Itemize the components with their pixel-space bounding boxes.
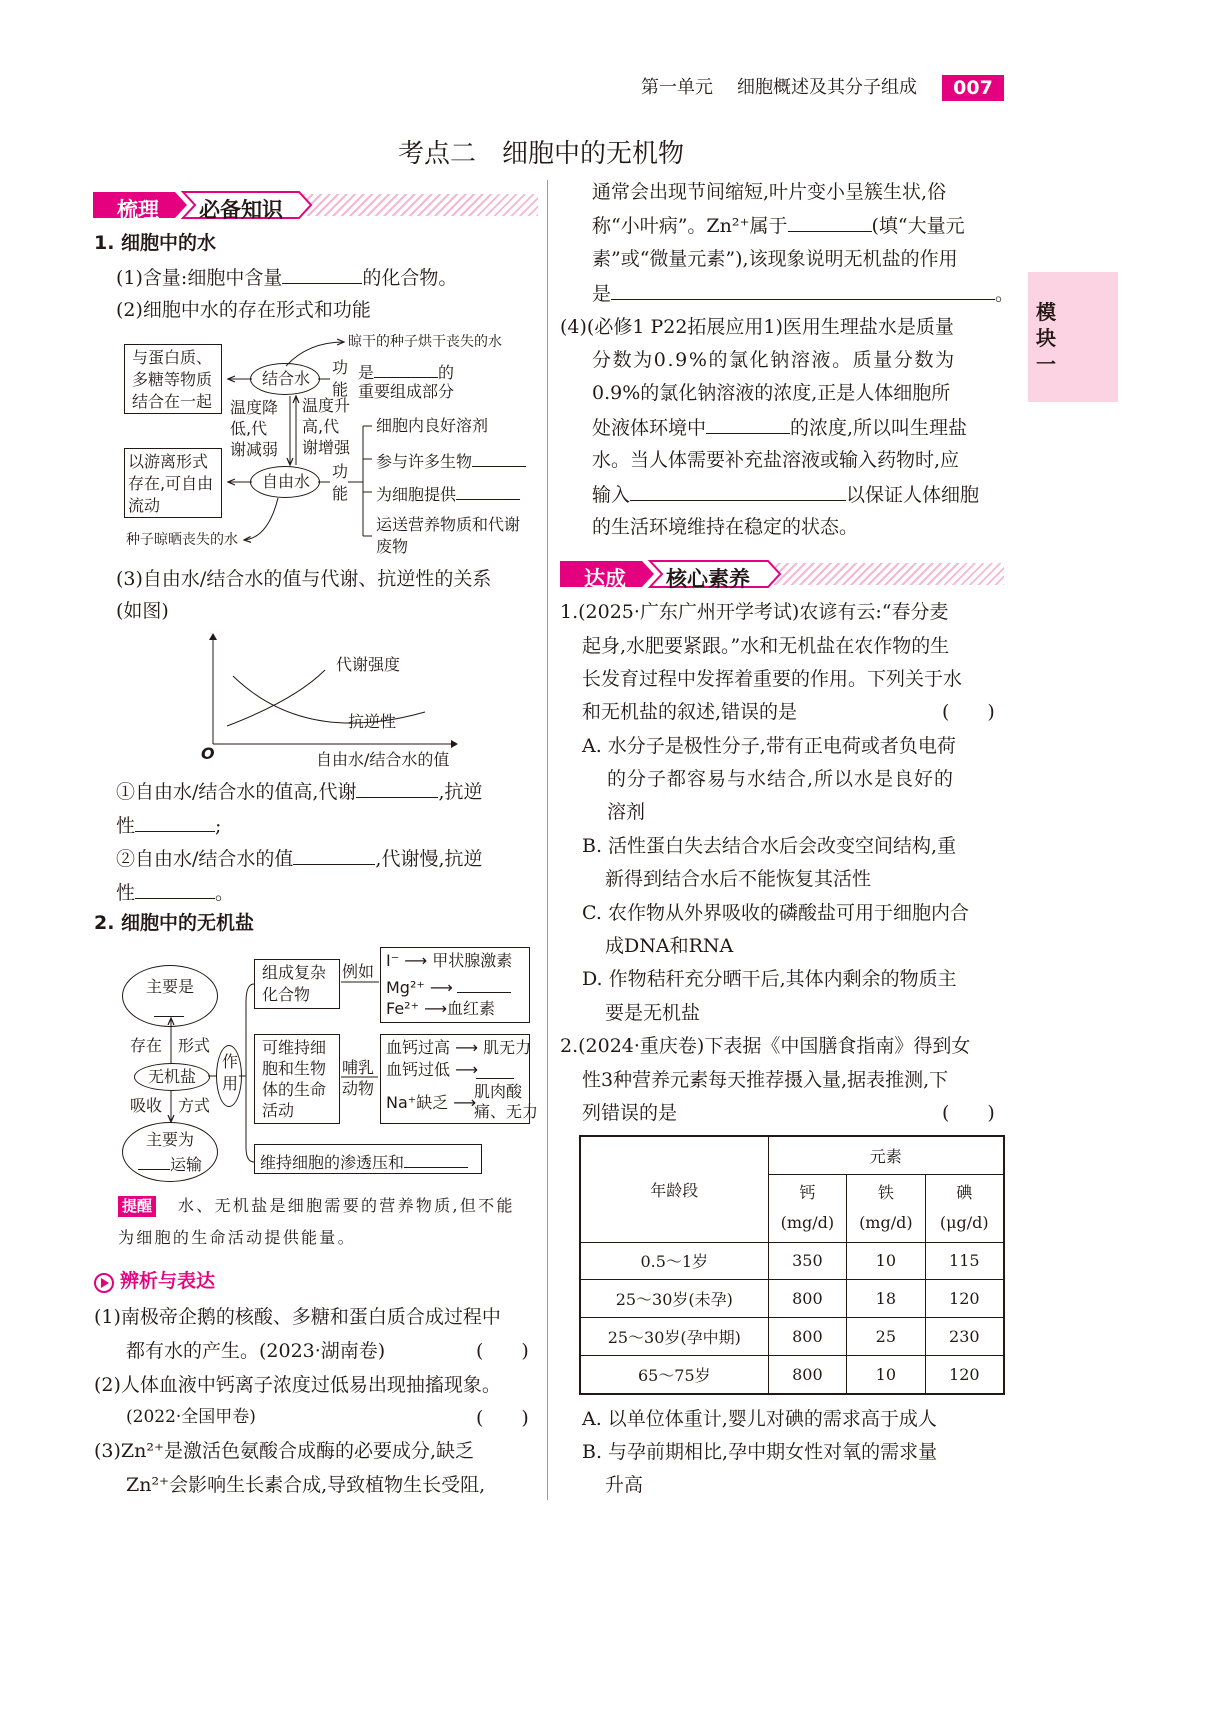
p4-2: 分数为0.9%的氯化钠溶液。质量分数为 <box>592 349 956 371</box>
blank[interactable] <box>630 485 846 501</box>
salt-heading: 2. 细胞中的无机盐 <box>94 912 255 934</box>
free-func-1: 功 <box>332 462 349 481</box>
table-cell-i: 120 <box>925 1355 1004 1394</box>
free-item-1: 细胞内良好溶剂 <box>376 416 489 435</box>
water-item1: (1)含量:细胞中含量 的化合物。 <box>116 267 458 289</box>
bound-form-text-2: 多糖等物质 <box>132 370 213 389</box>
absorb-label: 吸收 <box>130 1096 163 1115</box>
example-label: 例如 <box>342 962 375 981</box>
blank[interactable] <box>706 418 790 434</box>
analysis-heading: 辨析与表达 <box>120 1270 216 1292</box>
complex-1: 组成复杂 <box>262 963 327 982</box>
q2-stem-1: 2.(2024·重庆卷)下表据《中国膳食指南》得到女 <box>560 1035 971 1057</box>
transport-text-a: 主要为 <box>146 1130 195 1149</box>
analysis-1b: 都有水的产生。(2023·湖南卷) <box>126 1340 386 1362</box>
form-label: 形式 <box>178 1036 211 1055</box>
header-unit-title: 细胞概述及其分子组成 <box>737 77 917 98</box>
graph-xlabel: 自由水/结合水的值 <box>316 750 450 769</box>
analysis-3b: Zn²⁺会影响生长素合成,导致植物生长受阻, <box>126 1474 486 1496</box>
analysis-3a: (3)Zn²⁺是激活色氨酸合成酶的必要成分,缺乏 <box>94 1440 475 1462</box>
table-cell-age: 25～30岁(孕中期) <box>580 1318 768 1356</box>
temp-down-3: 谢减弱 <box>230 440 279 459</box>
osmotic-text: 维持细胞的渗透压和 <box>260 1152 468 1171</box>
water-item2: (2)细胞中水的存在形式和功能 <box>116 299 371 321</box>
table-cell-fe: 18 <box>847 1280 925 1318</box>
analysis-2a: (2)人体血液中钙离子浓度过低易出现抽搐现象。 <box>94 1374 501 1396</box>
q1-answer-paren[interactable]: ( ) <box>942 701 995 723</box>
q1-option-c-2: 成DNA和RNA <box>605 935 734 957</box>
bound-func-text: 是 的 <box>358 363 455 382</box>
mammal-blank[interactable] <box>476 1062 514 1079</box>
q2-option-b-2: 升高 <box>605 1474 644 1496</box>
blank[interactable] <box>135 816 215 832</box>
side-tab <box>1028 272 1118 402</box>
table-col-ca: 钙 (mg/d) <box>768 1174 846 1242</box>
page-title: 考点二 细胞中的无机物 <box>398 139 685 169</box>
salt-diagram <box>116 942 539 1182</box>
p4-7: 的生活环境维持在稳定的状态。 <box>592 516 859 538</box>
section-subtitle-2: 核心素养 <box>666 567 750 591</box>
q1-option-a-2: 的分子都容易与水结合,所以水是良好的 <box>607 768 955 790</box>
cont-4: 是 。 <box>592 283 1015 305</box>
water-item3: (3)自由水/结合水的值与代谢、抗逆性的关系 <box>116 568 492 590</box>
q1-option-b-2: 新得到结合水后不能恢复其活性 <box>605 868 872 890</box>
side-tab-char-1: 模 <box>1036 300 1056 324</box>
blank[interactable] <box>404 1152 468 1168</box>
mammal-item-2: 血钙过低 ⟶ <box>386 1060 479 1079</box>
play-icon <box>96 1275 112 1291</box>
p4-5: 水。当人体需要补充盐溶液或输入药物时,应 <box>592 449 960 471</box>
life-1: 可维持细 <box>262 1038 327 1057</box>
resistance-curve <box>233 676 425 723</box>
bound-water-label: 结合水 <box>262 369 311 388</box>
q1-option-c-1[interactable]: C. 农作物从外界吸收的磷酸盐可用于细胞内合 <box>582 902 969 924</box>
blank[interactable] <box>788 216 872 232</box>
q1-option-a-3: 溶剂 <box>607 801 646 823</box>
water-diagram <box>118 330 538 555</box>
example-2: Mg²⁺ ⟶ <box>386 977 511 996</box>
complex-2: 化合物 <box>262 985 311 1004</box>
q2-option-a[interactable]: A. 以单位体重计,婴儿对碘的需求高于成人 <box>582 1408 937 1430</box>
analysis-1-paren[interactable]: ( ) <box>476 1340 529 1362</box>
bound-func-text-2: 重要组成部分 <box>358 382 455 401</box>
analysis-icon <box>94 1273 114 1293</box>
role-2: 用 <box>222 1074 239 1093</box>
water-q2b: 性 。 <box>116 882 235 904</box>
water-q1b: 性 ; <box>116 815 222 837</box>
analysis-2-paren[interactable]: ( ) <box>476 1407 529 1429</box>
exist-label: 存在 <box>130 1036 163 1055</box>
table-cell-ca: 800 <box>768 1280 846 1318</box>
mammal-item-1: 血钙过高 ⟶ 肌无力 <box>386 1038 532 1057</box>
table-cell-ca: 800 <box>768 1355 846 1394</box>
temp-down-1: 温度降 <box>230 398 279 417</box>
graph-axes <box>195 630 465 770</box>
blank[interactable] <box>356 782 438 798</box>
mammal-item-3b-1: 肌肉酸 <box>474 1082 523 1101</box>
table-header-element: 元素 <box>768 1136 1004 1174</box>
water-heading: 1. 细胞中的水 <box>94 232 217 254</box>
q1-stem-2: 起身,水肥要紧跟。”水和无机盐在农作物的生 <box>582 635 950 657</box>
graph-metabolism-label: 代谢强度 <box>336 655 401 674</box>
main-form-blank[interactable] <box>154 1000 184 1017</box>
method-label: 方式 <box>178 1096 211 1115</box>
mammal-2: 动物 <box>342 1079 375 1098</box>
p4-3: 0.9%的氯化钠溶液的浓度,正是人体细胞所 <box>592 382 951 404</box>
graph-origin: O <box>201 744 215 763</box>
p4-6: 输入 以保证人体细胞 <box>592 484 980 506</box>
free-water-label: 自由水 <box>262 472 311 491</box>
blank[interactable] <box>282 268 362 284</box>
example-3: Fe²⁺ ⟶血红素 <box>386 999 496 1018</box>
graph-resistance-label: 抗逆性 <box>348 712 397 731</box>
section-badge-2: 达成 <box>584 567 626 591</box>
section-banner-2 <box>560 557 1004 591</box>
life-4: 活动 <box>262 1101 295 1120</box>
free-form-text-1: 以游离形式 <box>128 452 209 471</box>
metabolism-curve <box>227 670 325 726</box>
mammal-item-3b-2: 痛、无力 <box>474 1102 539 1121</box>
q1-stem-3: 长发育过程中发挥着重要的作用。下列关于水 <box>582 668 963 690</box>
blank[interactable] <box>138 1154 170 1170</box>
free-form-text-2: 存在,可自由 <box>128 474 214 493</box>
life-3: 体的生命 <box>262 1080 327 1099</box>
table-header-age: 年龄段 <box>580 1136 768 1242</box>
mammal-item-3: Na⁺缺乏 ⟶ <box>386 1093 477 1112</box>
table-row <box>580 1318 1004 1356</box>
q2-stem-2: 性3种营养元素每天推荐摄入量,据表推测,下 <box>582 1069 949 1091</box>
top-note: 晾干的种子烘干丧失的水 <box>348 334 502 350</box>
blank[interactable] <box>456 484 520 500</box>
section-badge-1: 梳理 <box>117 198 159 222</box>
side-tab-char-3: 一 <box>1036 352 1056 376</box>
free-item-2: 参与许多生物 <box>376 451 526 470</box>
section-subtitle-1: 必备知识 <box>199 198 283 222</box>
free-item-3: 为细胞提供 <box>376 484 520 503</box>
p4-1: (4)(必修1 P22拓展应用1)医用生理盐水是质量 <box>560 316 954 338</box>
water-q1: ①自由水/结合水的值高,代谢 ,抗逆 <box>116 781 483 803</box>
table-cell-age: 0.5～1岁 <box>580 1242 768 1280</box>
table-col-i: 碘 (μg/d) <box>925 1174 1004 1242</box>
water-q2: ②自由水/结合水的值 ,代谢慢,抗逆 <box>116 848 483 870</box>
table-row <box>580 1280 1004 1318</box>
table-cell-i: 115 <box>925 1242 1004 1280</box>
free-func-2: 能 <box>332 484 349 503</box>
q2-answer-paren[interactable]: ( ) <box>942 1102 995 1124</box>
main-form-ellipse <box>122 965 218 1027</box>
q1-stem-1: 1.(2025·广东广州开学考试)农谚有云:“春分麦 <box>560 601 949 623</box>
bound-func-1: 功 <box>332 358 349 377</box>
free-form-text-3: 流动 <box>128 496 161 515</box>
cont-2: 称“小叶病”。Zn²⁺属于 (填“大量元 <box>592 215 965 237</box>
bound-func-2: 能 <box>332 380 349 399</box>
table-cell-ca: 800 <box>768 1318 846 1356</box>
tip-text-2: 为细胞的生命活动提供能量。 <box>118 1228 356 1247</box>
transport-text-b: 运输 <box>138 1154 202 1173</box>
table-cell-fe: 10 <box>847 1242 925 1280</box>
table-cell-i: 120 <box>925 1280 1004 1318</box>
table-cell-age: 25～30岁(未孕) <box>580 1280 768 1318</box>
column-divider <box>547 180 548 1500</box>
mammal-1: 哺乳 <box>342 1058 375 1077</box>
q2-stem-3: 列错误的是 <box>582 1102 678 1124</box>
blank[interactable] <box>457 977 511 993</box>
q1-option-b-1[interactable]: B. 活性蛋白失去结合水后会改变空间结构,重 <box>582 835 957 857</box>
tip-text-1: 水、无机盐是细胞需要的营养物质,但不能 <box>178 1196 515 1215</box>
q1-stem-4: 和无机盐的叙述,错误的是 <box>582 701 798 723</box>
table-col-fe: 铁 (mg/d) <box>847 1174 925 1242</box>
tip-badge: 提醒 <box>118 1196 156 1217</box>
blank[interactable] <box>293 849 375 865</box>
cont-3: 素”或“微量元素”),该现象说明无机盐的作用 <box>592 248 958 270</box>
table-cell-i: 230 <box>925 1318 1004 1356</box>
role-1: 作 <box>222 1052 239 1071</box>
q1-option-a-1[interactable]: A. 水分子是极性分子,带有正电荷或者负电荷 <box>582 735 956 757</box>
table-cell-ca: 350 <box>768 1242 846 1280</box>
water-item3b: (如图) <box>116 600 169 622</box>
free-item-5: 废物 <box>376 537 409 556</box>
temp-up-2: 高,代 <box>302 417 340 436</box>
blank[interactable] <box>135 883 215 899</box>
blank[interactable] <box>374 362 438 378</box>
free-item-4: 运送营养物质和代谢 <box>376 515 521 534</box>
table-row <box>580 1355 1004 1394</box>
blank[interactable] <box>472 451 526 467</box>
analysis-2b: (2022·全国甲卷) <box>126 1407 256 1427</box>
table-row <box>580 1242 1004 1280</box>
side-tab-char-2: 块 <box>1036 326 1056 350</box>
analysis-1a: (1)南极帝企鹅的核酸、多糖和蛋白质合成过程中 <box>94 1306 501 1328</box>
section-banner-1 <box>93 188 538 222</box>
q1-option-d-2: 要是无机盐 <box>605 1002 701 1024</box>
temp-up-1: 温度升 <box>302 396 351 415</box>
header-unit: 第一单元 <box>641 77 713 98</box>
bound-form-text-3: 结合在一起 <box>132 392 213 411</box>
blank[interactable] <box>611 284 995 300</box>
table-cell-fe: 10 <box>847 1355 925 1394</box>
q2-option-b-1[interactable]: B. 与孕前期相比,孕中期女性对氧的需求量 <box>582 1441 938 1463</box>
bound-form-text-1: 与蛋白质、 <box>132 348 213 367</box>
example-1: I⁻ ⟶ 甲状腺激素 <box>386 951 513 970</box>
bottom-note: 种子晾晒丧失的水 <box>126 532 238 548</box>
temp-down-2: 低,代 <box>230 419 268 438</box>
table-cell-fe: 25 <box>847 1318 925 1356</box>
nutrient-table <box>579 1135 1005 1395</box>
page-number: 007 <box>942 75 1004 101</box>
cont-1: 通常会出现节间缩短,叶片变小呈簇生状,俗 <box>592 181 947 203</box>
salt-center-label: 无机盐 <box>148 1067 197 1086</box>
table-cell-age: 65～75岁 <box>580 1355 768 1394</box>
water-graph <box>195 630 465 770</box>
main-form-text: 主要是 <box>146 977 195 996</box>
temp-up-3: 谢增强 <box>302 438 351 457</box>
life-2: 胞和生物 <box>262 1059 327 1078</box>
p4-4: 处液体环境中 的浓度,所以叫生理盐 <box>592 417 968 439</box>
q1-option-d-1[interactable]: D. 作物秸秆充分晒干后,其体内剩余的物质主 <box>582 968 957 990</box>
